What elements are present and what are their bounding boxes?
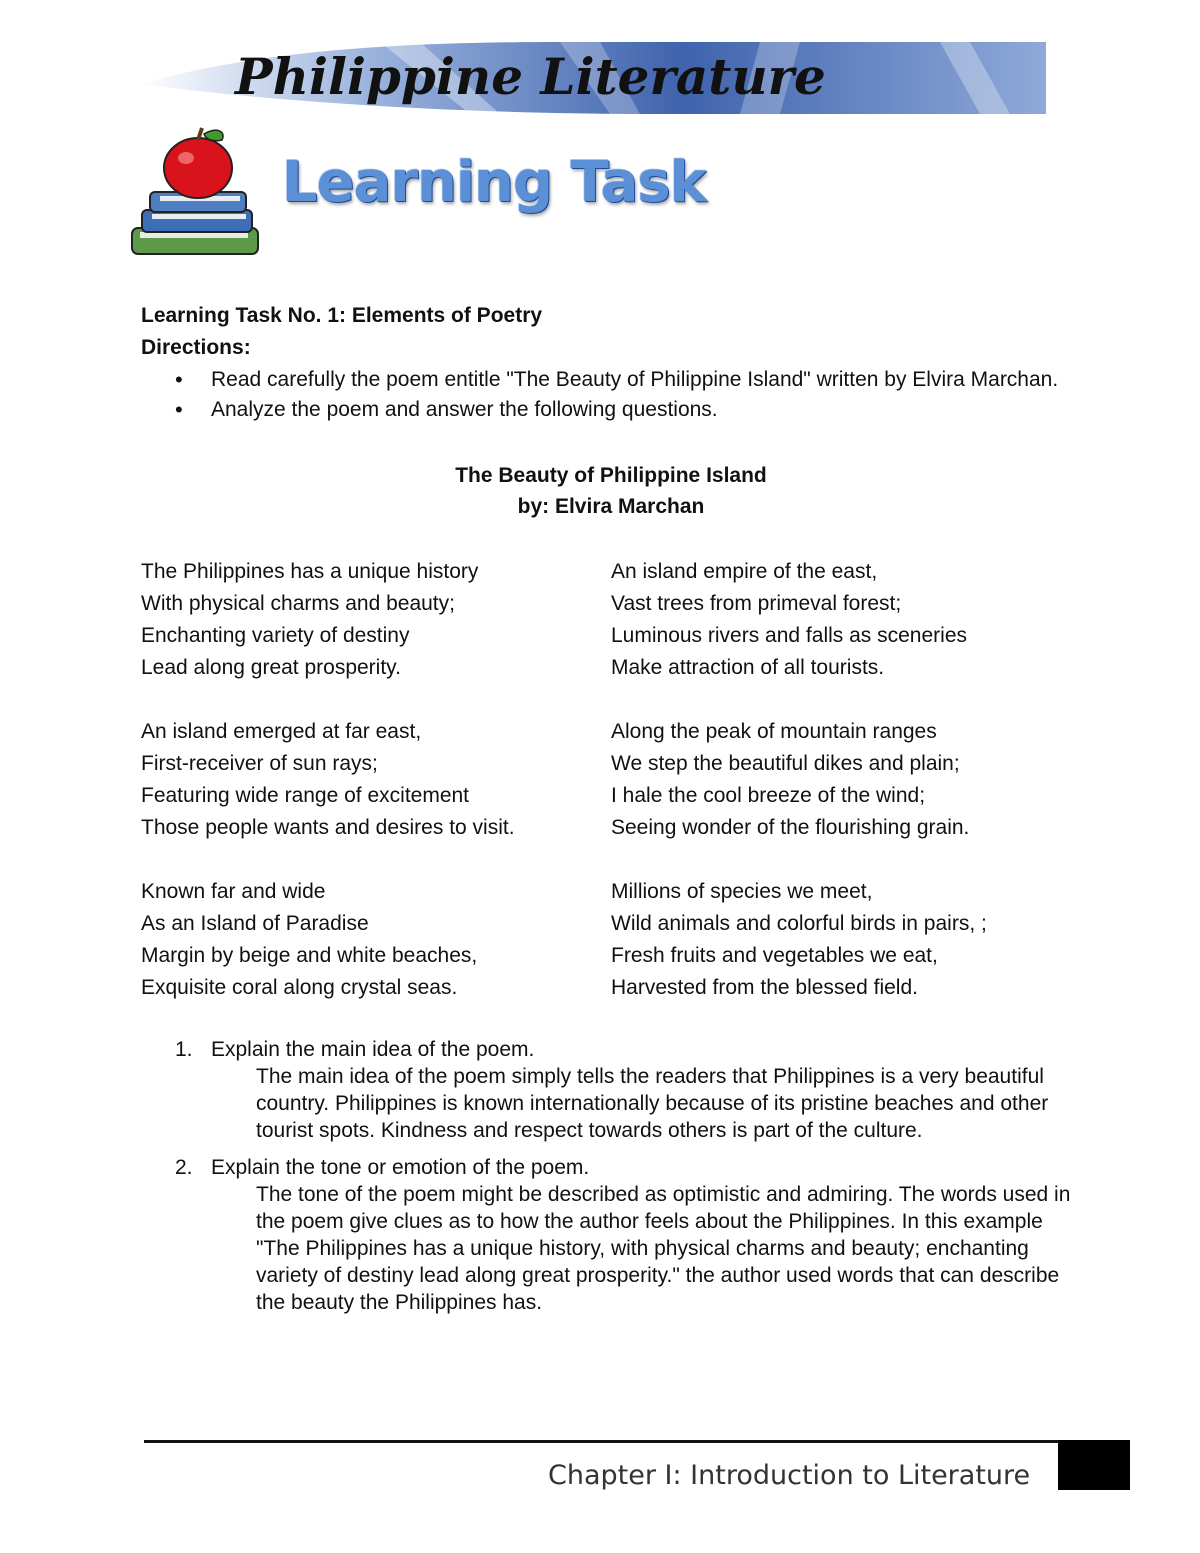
question-item <box>175 1036 1081 1144</box>
poem-line: Exquisite coral along crystal seas. <box>141 976 458 999</box>
page-number-box <box>1058 1440 1130 1490</box>
apple-books-icon <box>126 124 266 264</box>
poem-title: The Beauty of Philippine Island <box>455 464 767 487</box>
stanza <box>611 876 1081 1004</box>
question-text: Explain the tone or emotion of the poem. <box>211 1156 590 1179</box>
poem-line: With physical charms and beauty; <box>141 592 455 615</box>
poem-body <box>141 556 1081 1036</box>
poem-line: Featuring wide range of excitement <box>141 784 470 807</box>
questions-list <box>141 1036 1081 1316</box>
stanza <box>141 556 611 684</box>
directions-list <box>141 366 1081 424</box>
stanza <box>611 556 1081 684</box>
poem-line: As an Island of Paradise <box>141 912 369 935</box>
poem-line: I hale the cool breeze of the wind; <box>611 784 926 807</box>
directions-label: Directions: <box>141 336 251 359</box>
main-content <box>141 300 1081 1326</box>
poem-right-column <box>611 556 1081 1036</box>
poem-line: An island emerged at far east, <box>141 720 422 743</box>
poem-line: Harvested from the blessed field. <box>611 976 918 999</box>
question-number: 2. <box>175 1156 193 1179</box>
poem-line: Make attraction of all tourists. <box>611 656 885 679</box>
poem-author: by: Elvira Marchan <box>517 495 705 518</box>
philippine-literature-banner <box>140 40 1046 114</box>
poem-line: Known far and wide <box>141 880 326 903</box>
direction-item: • Read carefully the poem entitle "The Beauty of Philippine Island" written by Elvira Marchan. <box>211 366 1081 394</box>
stanza <box>141 716 611 844</box>
poem-line: Luminous rivers and falls as sceneries <box>611 624 967 647</box>
direction-item: • Analyze the poem and answer the following questions. <box>211 396 1081 424</box>
question-item <box>175 1154 1081 1316</box>
footer-divider <box>144 1440 1060 1443</box>
question-text: Explain the main idea of the poem. <box>211 1038 535 1061</box>
answer-text: The tone of the poem might be described as optimistic and admiring. The words used in the poem give clues as to how the author feels about the Philippines. In this example "The Philippines has a unique history, with physical charms and beauty; enchanting variety of destiny lead along great prosperity." the author used words that can describe the beauty the Philippines has. <box>256 1183 1071 1314</box>
answer-text: The main idea of the poem simply tells the readers that Philippines is a very beautiful country. Philippines is known internationally because of its pristine beaches and other tourist spots. Kindness and respect towards others is part of the culture. <box>256 1065 1049 1142</box>
banner-title: Philippine Literature <box>235 47 826 106</box>
poem-line: Fresh fruits and vegetables we eat, <box>611 944 938 967</box>
poem-line: We step the beautiful dikes and plain; <box>611 752 960 775</box>
stanza <box>141 876 611 1004</box>
poem-line: An island empire of the east, <box>611 560 878 583</box>
poem-line: Lead along great prosperity. <box>141 656 401 679</box>
poem-line: The Philippines has a unique history <box>141 560 479 583</box>
poem-line: Enchanting variety of destiny <box>141 624 410 647</box>
poem-line: Wild animals and colorful birds in pairs, ; <box>611 912 987 935</box>
poem-left-column <box>141 556 611 1036</box>
learning-task-title: Learning Task <box>282 150 706 215</box>
poem-line: Millions of species we meet, <box>611 880 873 903</box>
stanza <box>611 716 1081 844</box>
poem-line: Vast trees from primeval forest; <box>611 592 902 615</box>
poem-heading <box>141 460 1081 522</box>
footer-chapter-title: Chapter I: Introduction to Literature <box>548 1460 1031 1491</box>
poem-line: Seeing wonder of the flourishing grain. <box>611 816 970 839</box>
poem-line: Those people wants and desires to visit. <box>141 816 515 839</box>
poem-line: Along the peak of mountain ranges <box>611 720 937 743</box>
task-heading: Learning Task No. 1: Elements of Poetry <box>141 304 543 327</box>
poem-line: Margin by beige and white beaches, <box>141 944 478 967</box>
poem-line: First-receiver of sun rays; <box>141 752 378 775</box>
question-number: 1. <box>175 1038 193 1061</box>
